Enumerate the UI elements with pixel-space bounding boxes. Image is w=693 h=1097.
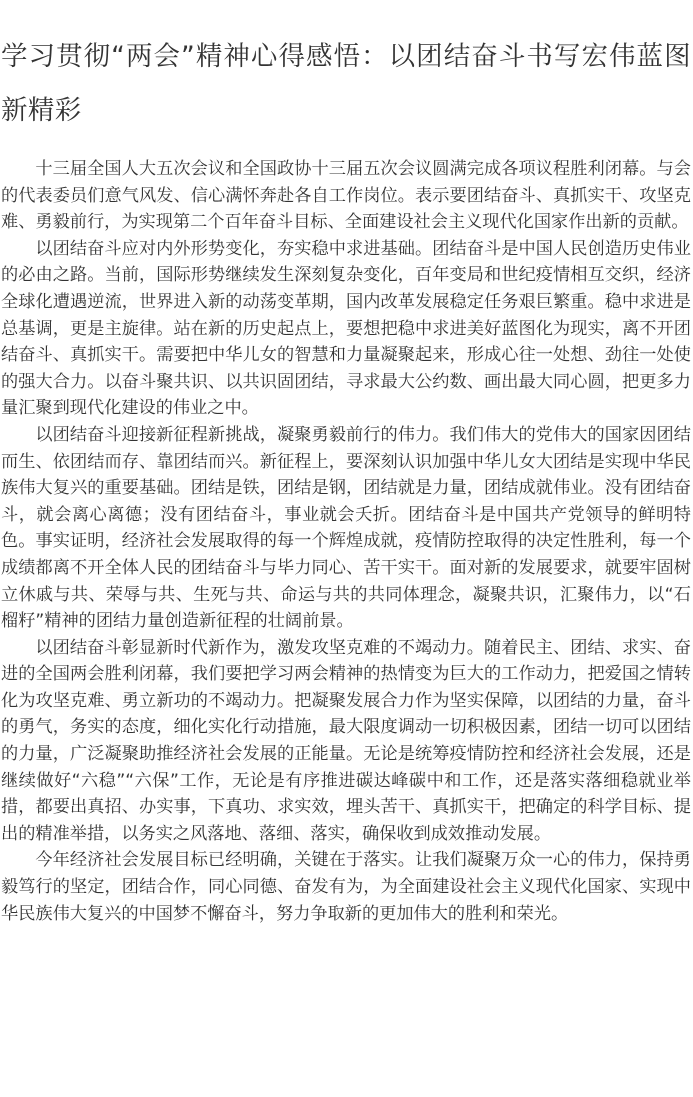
paragraph: 今年经济社会发展目标已经明确，关键在于落实。让我们凝聚万众一心的伟力，保持勇毅笃行的坚定，团结合作，同心同德、奋发有为，为全面建设社会主义现代化国家、实现中华民族伟大复兴的中国梦不懈奋斗，努力争取新的更加伟大的胜利和荣光。 xyxy=(1,850,691,924)
paragraph: 以团结奋斗彰显新时代新作为，激发攻坚克难的不竭动力。随着民主、团结、求实、奋进的全国两会胜利闭幕，我们要把学习两会精神的热情变为巨大的工作动力，把爱国之情转化为攻坚克难、勇立新功的不竭动力。把凝聚发展合力作为坚实保障，以团结的力量，奋斗的勇气，务实的态度，细化实化行动措施，最大限度调动一切积极因素，团结一切可以团结的力量，广泛凝聚助推经济社会发展的正能量。无论是统筹疫情防控和经济社会发展，还是继续做好“六稳”“六保”工作，无论是有序推进碳达峰碳中和工作，还是落实落细稳就业举措，都要出真招、办实事，下真功、求实效，埋头苦干、真抓实干，把确定的科学目标、提出的精准举措，以务实之风落地、落细、落实，确保收到成效推动发展。 xyxy=(1,637,691,844)
article-title: 学习贯彻“两会”精神心得感悟：以团结奋斗书写宏伟蓝图新精彩 xyxy=(1,41,691,126)
article-body xyxy=(1,156,691,927)
paragraph: 以团结奋斗应对内外形势变化，夯实稳中求进基础。团结奋斗是中国人民创造历史伟业的必由之路。当前，国际形势继续发生深刻复杂变化，百年变局和世纪疫情相互交织，经济全球化遭遇逆流，世界进入新的动荡变革期，国内改革发展稳定任务艰巨繁重。稳中求进是总基调，更是主旋律。站在新的历史起点上，要想把稳中求进美好蓝图化为现实，离不开团结奋斗、真抓实干。需要把中华儿女的智慧和力量凝聚起来，形成心往一处想、劲往一处使的强大合力。以奋斗聚共识、以共识固团结，寻求最大公约数、画出最大同心圆，把更多力量汇聚到现代化建设的伟业之中。 xyxy=(1,238,691,419)
paragraph: 以团结奋斗迎接新征程新挑战，凝聚勇毅前行的伟力。我们伟大的党伟大的国家因团结而生、依团结而存、靠团结而兴。新征程上，要深刻认识加强中华儿女大团结是实现中华民族伟大复兴的重要基础。团结是铁，团结是钢，团结就是力量，团结成就伟业。没有团结奋斗，就会离心离德；没有团结奋斗，事业就会夭折。团结奋斗是中国共产党领导的鲜明特色。事实证明，经济社会发展取得的每一个辉煌成就，疫情防控取得的决定性胜利，每一个成绩都离不开全体人民的团结奋斗与毕力同心、苦干实干。面对新的发展要求，就要牢固树立休戚与共、荣辱与共、生死与共、命运与共的共同体理念，凝聚共识，汇聚伟力，以“石榴籽”精神的团结力量创造新征程的壮阔前景。 xyxy=(1,424,691,632)
paragraph: 十三届全国人大五次会议和全国政协十三届五次会议圆满完成各项议程胜利闭幕。与会的代表委员们意气风发、信心满怀奔赴各自工作岗位。表示要团结奋斗、真抓实干、攻坚克难、勇毅前行，为实现第二个百年奋斗目标、全面建设社会主义现代化国家作出新的贡献。 xyxy=(1,159,691,233)
